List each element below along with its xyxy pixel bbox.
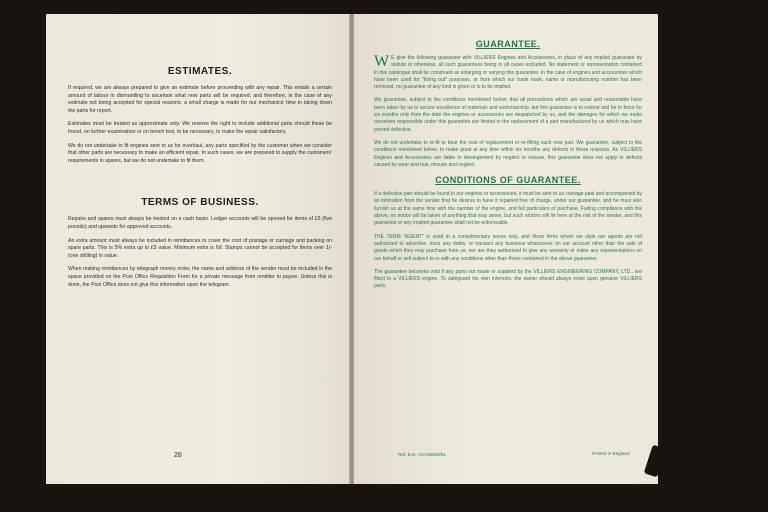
dropcap-letter: W	[374, 53, 390, 70]
guarantee-paragraph-text: E give the following guarantee with VILLIERS Engines and Accessories, in place of any implied guarantee by statute or otherwise, all such guarantees being in all cases excluded. No statement or representation contained in this catalogue shall be construed as enlarging or varying this guarantee. In the case of engines and accessories which have been used for "hiring out" purposes, or from which our trade mark, name or manufacturing number has been removed, no guarantee of any kind is given or is to be implied.	[374, 55, 642, 91]
guarantee-paragraph: We guarantee, subject to the conditions mentioned below, that all precautions which are usual and reasonable have been taken by us to secure excellence of materials and workmanship, but this guarantee is to extend and be in force for six months only from the date the engines or accessories are despatched by us, and the damages for which we make ourselves responsible under this guarantee are limited to the replacement of a part manufactured by us which may have proved defective.	[374, 97, 642, 133]
terms-paragraph: Repairs and spares must always be treated on a cash basis. Ledger accounts will be opened for items of £5 (five pounds) and upwards for approved accounts.	[68, 216, 332, 230]
right-page	[354, 14, 658, 484]
left-page	[46, 14, 350, 484]
terms-paragraph: When making remittances by telegraph money order, the name and address of the sender must be included in the space provided on the Post Office Requisition Form for a private message from remitter to payee. Unless this is done, the Post Office does not give this information upon the telegram.	[68, 266, 332, 288]
conditions-paragraph: If a defective part should be found in our engines or accessories, it must be sent to us carriage paid and accompanied by an intimation from the sender that he desires to have it repaired free of charge, under our guarantee, and he must also furnish us at the same time with the number of the engine, and full particulars of purchase. Failing compliance with the above, no notice will be taken of anything that may arrive, but such articles will lie here at the risk of the sender, and this guarantee or any implied guarantee shall not be enforceable.	[374, 191, 642, 227]
right-page-content	[374, 36, 642, 297]
conditions-heading: CONDITIONS OF GUARANTEE.	[435, 175, 581, 186]
reference-number: Ref. B.N. VC/1689/6/51	[398, 452, 447, 457]
estimates-paragraph: If required, we are always prepared to give an estimate before proceeding with any repair. This entails a certain amount of labour in dismantling to ascertain what new parts will be required, and therefore, in the case of any estimate not being accepted for special reasons, a small charge is made for our mechanics' time in taking down the parts for report.	[68, 85, 332, 114]
terms-paragraph: An extra amount must always be included in remittances to cover the cost of postage or carriage and packing on spare parts. This is 5% extra up to £5 value. Minimum extra is 6d. Stamps cannot be accepted for items over 1/- (one shilling) in value.	[68, 237, 332, 259]
torn-corner	[644, 445, 658, 478]
terms-heading: TERMS OF BUSINESS.	[141, 197, 259, 209]
guarantee-paragraph	[374, 55, 642, 91]
left-page-content	[68, 62, 332, 295]
page-number: 28	[174, 452, 182, 459]
estimates-paragraph: Estimates must be treated as approximate only. We reserve the right to include additional parts should these be found, on further examination or on bench test, to be necessary, to make the repair satisfactory.	[68, 121, 332, 135]
estimates-heading: ESTIMATES.	[167, 66, 233, 77]
guarantee-paragraph: We do not undertake to re-fit or bear the cost of replacement or re-fitting such new part. We guarantee, subject to the conditions mentioned below, to make good at any time within six months any defects in these respects. As VILLIERS Engines and Accessories are liable to derangement by neglect or misuse, this guarantee does not apply to defects caused by wear and tear, misuse and neglect.	[374, 139, 642, 168]
guarantee-heading: GUARANTEE.	[475, 39, 541, 49]
conditions-paragraph: THE TERM "AGENT" is used in a complimentary sense only, and those firms whom we style our agents are not authorised to advertise, incur any debts, or transact any business whatsoever on our account other than the sale of goods which they may purchase from us, nor are they authorised to give any warranty or make any representations on our behalf or sell subject to or with any conditions other than those contained in the above guarantee.	[374, 233, 642, 262]
conditions-paragraph: The guarantee becomes void if any parts not made or supplied by the VILLIERS ENGINEERING COMPANY, LTD., are fitted to a VILLIERS engine. To safeguard his own interests, the owner should always insist upon genuine VILLIERS parts.	[374, 268, 642, 290]
printed-in-label: Printed in England	[592, 451, 630, 456]
estimates-paragraph: We do not undertake to fit engines sent to us for overhaul, any parts specified by the customer when we consider that other parts are necessary to make an efficient repair. In such cases, we are prepared to supply the customers' requirements in spares, but we do not undertake to fit them.	[68, 142, 332, 164]
